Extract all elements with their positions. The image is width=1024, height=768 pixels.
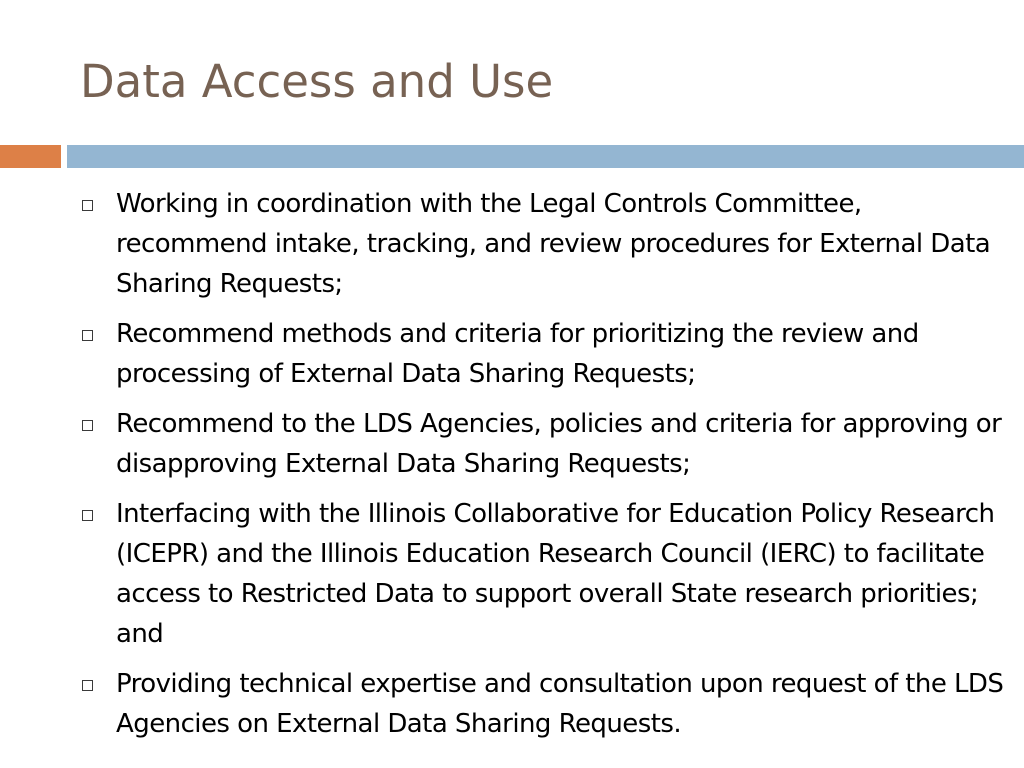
- hollow-square-bullet-icon: [82, 420, 93, 431]
- bullet-text: Interfacing with the Illinois Collaborative for Education Policy Research (ICEPR) and the Illinois Education Research Council (IERC) to facilitate access to Restricted Data to support overall State research priorities; and: [116, 499, 995, 649]
- bullet-list: [80, 184, 1010, 754]
- accent-bar-blue: [67, 145, 1024, 168]
- bullet-item: [80, 494, 1010, 654]
- bullet-text: Recommend to the LDS Agencies, policies and criteria for approving or disapproving External Data Sharing Requests;: [116, 409, 1002, 479]
- bullet-text: Recommend methods and criteria for prioritizing the review and processing of External Data Sharing Requests;: [116, 319, 919, 389]
- hollow-square-bullet-icon: [82, 330, 93, 341]
- bullet-item: [80, 184, 1010, 304]
- hollow-square-bullet-icon: [82, 680, 93, 691]
- accent-bar-orange: [0, 145, 61, 168]
- slide-title: Data Access and Use: [80, 55, 554, 108]
- hollow-square-bullet-icon: [82, 200, 93, 211]
- bullet-item: [80, 314, 1010, 394]
- bullet-text: Providing technical expertise and consultation upon request of the LDS Agencies on External Data Sharing Requests.: [116, 669, 1004, 739]
- bullet-item: [80, 404, 1010, 484]
- hollow-square-bullet-icon: [82, 510, 93, 521]
- bullet-item: [80, 664, 1010, 744]
- bullet-text: Working in coordination with the Legal Controls Committee, recommend intake, tracking, and review procedures for External Data Sharing Requests;: [116, 189, 991, 299]
